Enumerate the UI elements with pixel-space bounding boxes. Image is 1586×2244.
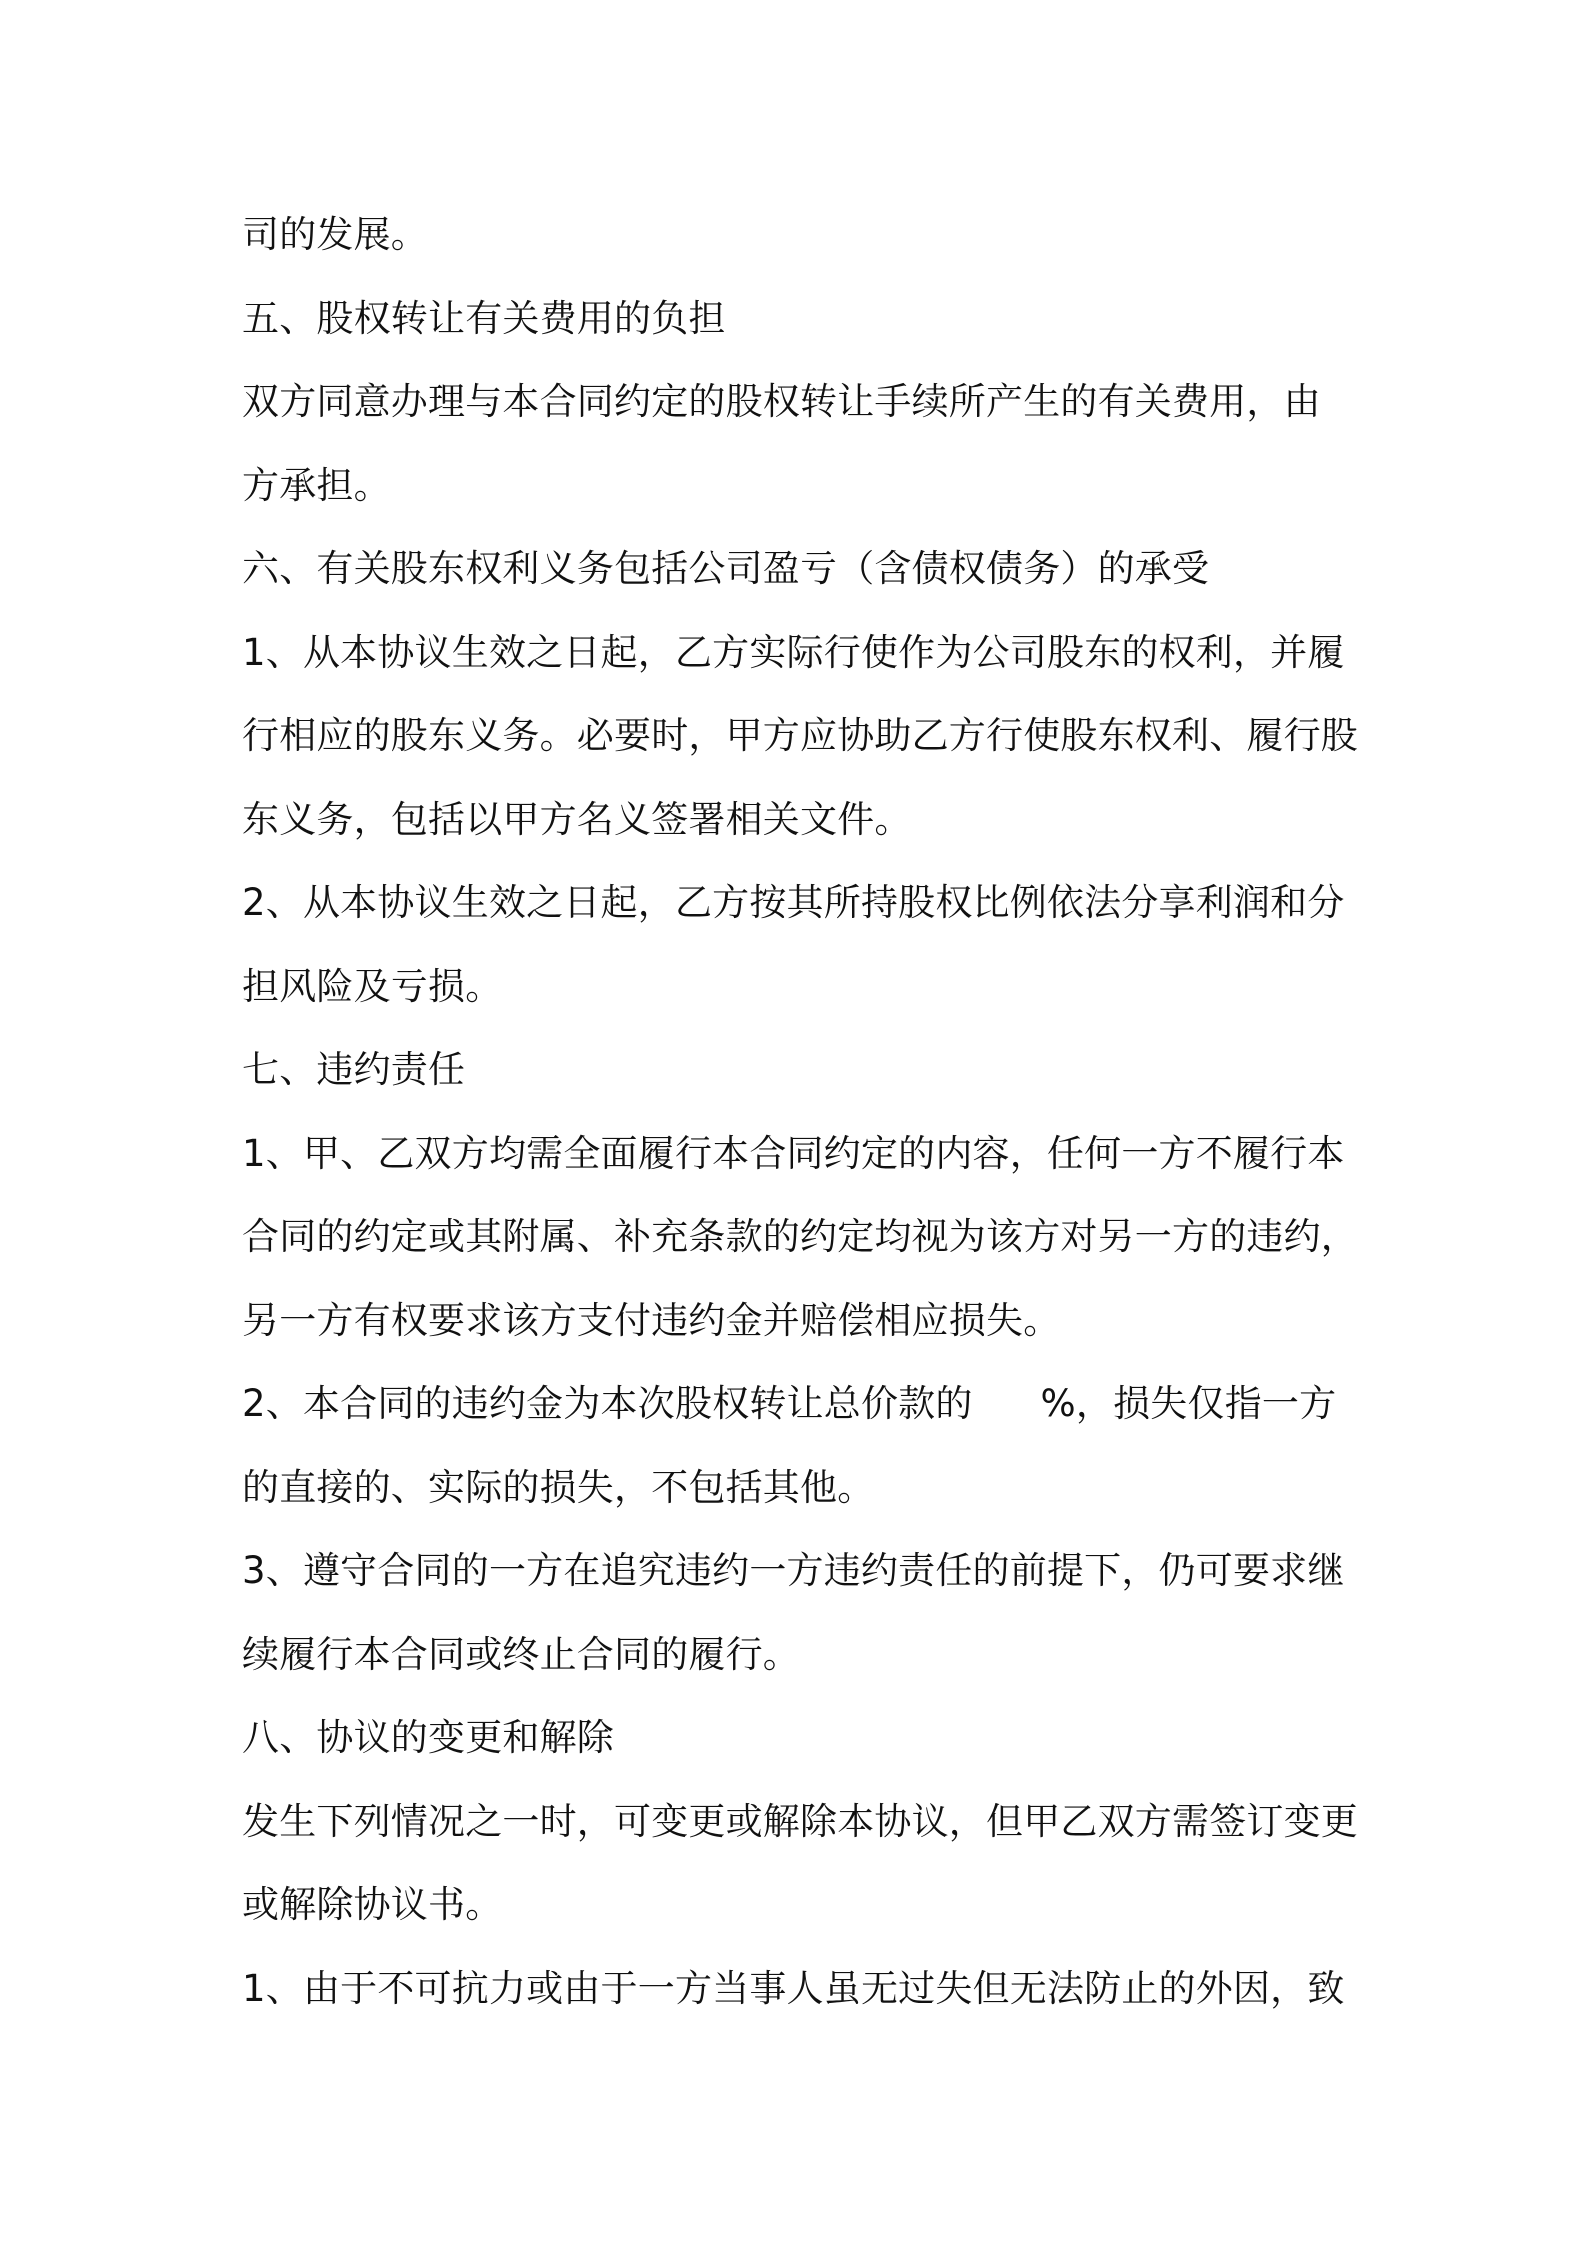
text-line: 方承担。	[242, 463, 391, 507]
penalty-clause-text-continued: %，损失仅指一方	[1040, 1382, 1337, 1425]
text-line: 双方同意办理与本合同约定的股权转让手续所产生的有关费用，由	[242, 380, 1321, 423]
text-line: 东义务，包括以甲方名义签署相关文件。	[242, 797, 912, 841]
text-line: 1、由于不可抗力或由于一方当事人虽无过失但无法防止的外因，致	[242, 1966, 1345, 2010]
text-line: 1、从本协议生效之日起，乙方实际行使作为公司股东的权利，并履	[242, 630, 1345, 674]
text-line: 合同的约定或其附属、补充条款的约定均视为该方对另一方的违约，	[242, 1215, 1358, 1258]
section-heading: 七、违约责任	[242, 1048, 466, 1091]
text-line: 发生下列情况之一时，可变更或解除本协议，但甲乙双方需签订变更	[242, 1799, 1358, 1843]
text-line: 续履行本合同或终止合同的履行。	[242, 1632, 800, 1676]
text-line-with-blank	[242, 1362, 1362, 1446]
text-line: 担风险及亏损。	[242, 964, 503, 1008]
document-body	[242, 193, 1362, 2030]
section-heading: 六、有关股东权利义务包括公司盈亏（含债权债务）的承受	[242, 547, 1210, 590]
text-line: 另一方有权要求该方支付违约金并赔偿相应损失。	[242, 1298, 1061, 1342]
text-line: 的直接的、实际的损失，不包括其他。	[242, 1465, 875, 1509]
penalty-clause-text: 2、本合同的违约金为本次股权转让总价款的	[242, 1382, 973, 1425]
section-heading: 五、股权转让有关费用的负担	[242, 296, 726, 340]
text-line: 或解除协议书。	[242, 1883, 503, 1926]
text-line: 司的发展。	[242, 213, 428, 256]
section-heading: 八、协议的变更和解除	[242, 1716, 614, 1759]
text-line: 1、甲、乙双方均需全面履行本合同约定的内容，任何一方不履行本	[242, 1131, 1345, 1175]
text-line: 3、遵守合同的一方在追究违约一方违约责任的前提下，仍可要求继	[242, 1549, 1345, 1592]
text-line: 行相应的股东义务。必要时，甲方应协助乙方行使股东权利、履行股	[242, 714, 1358, 757]
text-line: 2、从本协议生效之日起，乙方按其所持股权比例依法分享利润和分	[242, 881, 1345, 924]
